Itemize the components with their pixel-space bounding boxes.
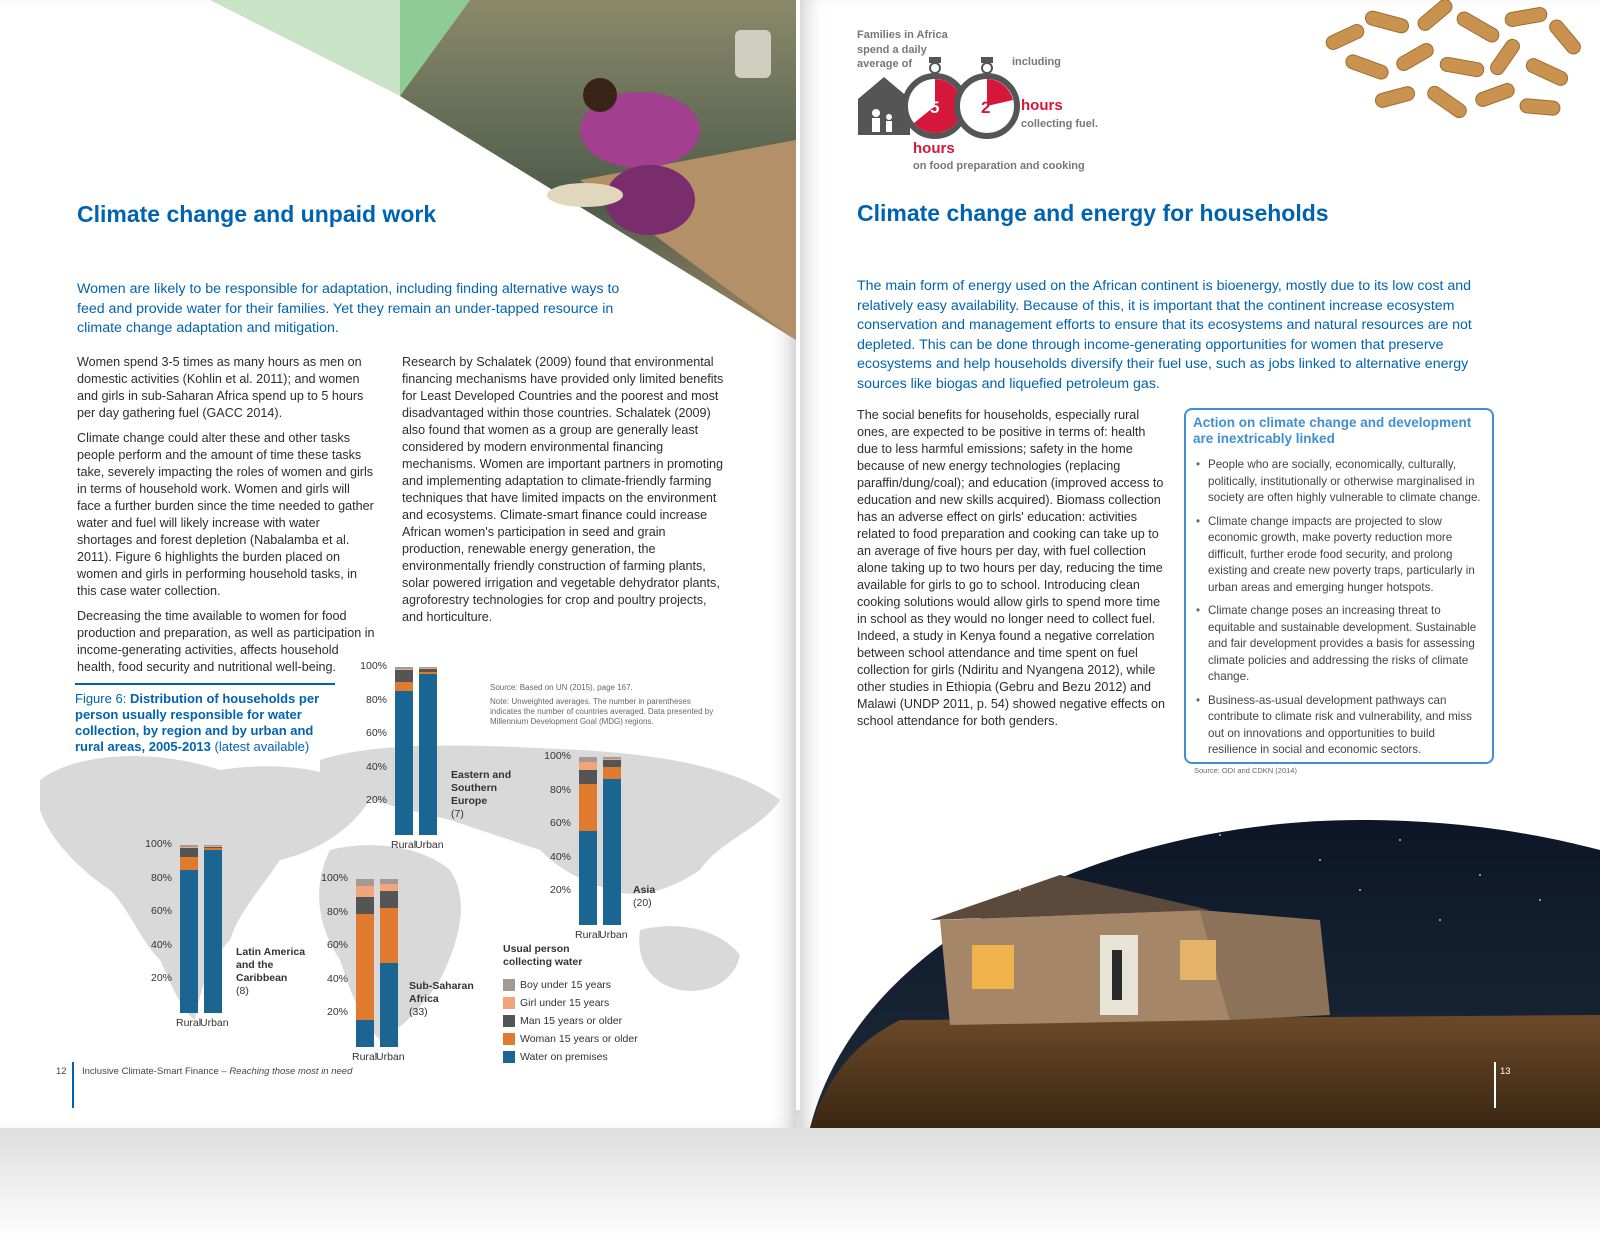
- lit-window: [1180, 940, 1216, 980]
- bar-segment: [603, 757, 621, 759]
- bar-segment: [204, 846, 222, 847]
- region-count: (7): [451, 808, 464, 820]
- bar-segment: [204, 847, 222, 849]
- page-number-left: 12: [56, 1066, 67, 1077]
- y-tick-label: 100%: [321, 872, 348, 884]
- legend-swatch: [503, 979, 515, 991]
- bar-segment: [395, 670, 413, 682]
- paragraph: Research by Schalatek (2009) found that environmental financing mechanisms have provided only limited benefits for Least Developed Countries and the poorest and most disadvantaged within those countries. Schalatek (2009) also found that women as a group are generally least considered by modern environmental financing mechanisms. Women are important partners in promoting and implementing adaptation to climate-friendly farming techniques that have limited impacts on the environment and ecosystems. Climate-smart finance could increase African women's participation in seed and grain production, renewable energy generation, the environmentally friendly construction of farming plants, solar powered irrigation and vegetable dehydrator plants, agroforestry technologies for crop and poultry projects, and horticulture.: [402, 355, 724, 624]
- right-page: [800, 0, 1600, 1128]
- info-box-list: [1186, 447, 1492, 759]
- footer-text: [82, 1066, 352, 1077]
- y-tick-label: 100%: [360, 660, 387, 672]
- region-count: (8): [236, 985, 249, 997]
- y-tick-label: 60%: [326, 939, 348, 952]
- bar-segment: [380, 908, 398, 963]
- urban-bar: [204, 845, 222, 1013]
- info-number-2: 2: [981, 98, 991, 117]
- y-tick-label: 80%: [150, 871, 172, 884]
- bar-segment: [395, 669, 413, 671]
- bar-segment: [419, 667, 437, 668]
- bar-segment: [603, 779, 621, 925]
- bar-segment: [356, 897, 374, 914]
- y-tick-label: 100%: [544, 750, 571, 762]
- legend-item-girl: [503, 997, 609, 1011]
- legend-swatch: [503, 997, 515, 1009]
- urban-bar: [603, 757, 621, 925]
- bar-segment: [356, 886, 374, 898]
- bar-segment: [579, 762, 597, 770]
- bar-segment: [395, 682, 413, 690]
- paragraph: Climate change could alter these and other tasks people perform and the amount of time these tasks take, severely impacting the roles of women and girls in terms of household work. Women and girls will face a further burden since the time needed to gather water and fuel will likely increase with water shortages and forest depletion (Nabalamba et al. 2011). Figure 6 highlights the burden placed on women and girls in performing household tasks, in this case water collection.: [77, 431, 374, 598]
- urban-bar: [380, 879, 398, 1047]
- bar-segment: [579, 831, 597, 925]
- x-axis-label: Rural: [352, 1051, 378, 1063]
- region-label: [451, 769, 521, 821]
- legend-item-man: [503, 1015, 622, 1029]
- figure-note: Note: Unweighted averages. The number in parentheses indicates the number of countries averaged. Data presented by Millennium Development Goal (MDG) regions.: [490, 697, 714, 726]
- page-number-right: 13: [1500, 1066, 1511, 1077]
- bar-segment: [395, 691, 413, 835]
- y-tick-label: 40%: [549, 850, 571, 863]
- x-axis-label: Rural: [575, 929, 601, 941]
- region-name: Sub-Saharan Africa: [409, 980, 474, 1005]
- x-axis-label: Rural: [176, 1017, 202, 1029]
- legend-item-boy: [503, 979, 611, 993]
- info-box: [1184, 408, 1494, 775]
- x-axis-label: Urban: [415, 839, 444, 851]
- region-count: (33): [409, 1006, 428, 1018]
- bar-segment: [356, 914, 374, 1020]
- region-count: (20): [633, 897, 652, 909]
- region-name: Latin America and the Caribbean: [236, 946, 306, 984]
- right-page-title: Climate change and energy for households: [857, 200, 1329, 226]
- bar-segment: [204, 845, 222, 846]
- region-label: [409, 980, 479, 1019]
- bar-segment: [380, 963, 398, 1047]
- y-tick-label: 40%: [150, 938, 172, 951]
- y-tick-label: 80%: [549, 783, 571, 796]
- y-tick-label: 20%: [150, 972, 172, 985]
- paragraph: The social benefits for households, especially rural ones, are expected to be positive in terms of: health due to less harmful emissions; safety in the home because of new energy technologies (replacing paraffin/dung/coal); and education (improved access to education and new skills acquired). Biomass collection has an adverse effect on girls' education: activities related to food preparation and cooking can take up to an average of five hours per day, with fuel collection alone taking up to two hours per day, reducing the time available for girls to go to school. Introducing clean cooking solutions would allow girls to spend more time in school as they would no longer need to collect fuel. Indeed, a study in Kenya found a negative correlation between school attendance and time spent on fuel collection for girls (Ndiritu and Nyangena 2012), while other studies in Ethiopia (Gebru and Bezu 2012) and Malawi (UNDP 2011, p. 54) showed negative effects on school attendance for both genders.: [857, 408, 1166, 728]
- info-hours-fuel: hours: [1021, 97, 1063, 114]
- bar-segment: [180, 857, 198, 870]
- rural-bar: [579, 757, 597, 925]
- y-tick-label: 60%: [150, 905, 172, 918]
- bar-segment: [603, 767, 621, 779]
- timer-icons: [856, 55, 1026, 140]
- bar-segment: [380, 891, 398, 908]
- y-tick-label: 80%: [326, 905, 348, 918]
- y-tick-label: 40%: [326, 972, 348, 985]
- bar-segment: [419, 672, 437, 674]
- info-food-preparation: on food preparation and cooking: [913, 160, 1085, 172]
- info-text: Families in Africa: [857, 29, 948, 41]
- info-collecting-fuel: collecting fuel.: [1021, 118, 1099, 130]
- x-axis-label: Urban: [200, 1017, 229, 1029]
- bar-segment: [380, 884, 398, 891]
- bar-segment: [180, 848, 198, 856]
- bar-segment: [603, 759, 621, 761]
- y-tick-label: 80%: [365, 693, 387, 706]
- bar-segment: [419, 674, 437, 835]
- wood-pellets-image: [1305, 0, 1600, 125]
- legend-label: Water on premises: [520, 1051, 608, 1063]
- legend-title: Usual person collecting water: [503, 943, 583, 968]
- footer-rule-right: [1494, 1062, 1496, 1108]
- info-box-item: • Business-as-usual development pathways can contribute to climate risk and vulnerability, and miss out on innovations and opportunities to build resilience in social and economic sectors.: [1194, 693, 1484, 759]
- info-box-item: • Climate change poses an increasing threat to equitable and sustainable development. Sustainable and fair development provides a basis for assessing climate policies and addressing the risks of climate change.: [1194, 603, 1484, 686]
- footer-rule: [72, 1062, 74, 1108]
- legend-label: Boy under 15 years: [520, 979, 612, 991]
- rural-bar: [180, 845, 198, 1013]
- bar-segment: [419, 668, 437, 669]
- bar-segment: [579, 784, 597, 831]
- info-hours-food: hours: [913, 140, 955, 157]
- bar-segment: [180, 847, 198, 849]
- x-axis-label: Urban: [376, 1051, 405, 1063]
- bar-segment: [204, 848, 222, 850]
- rural-bar: [356, 879, 374, 1047]
- paragraph: Decreasing the time available to women for food production and preparation, as well as participation in income-generating activities, affects household health, food security and nutritional well-being.: [77, 609, 375, 674]
- water-collection-chart: [0, 0, 796, 1128]
- bar-segment: [180, 870, 198, 1013]
- region-name: Asia: [633, 884, 656, 896]
- region-name: Eastern and Southern Europe: [451, 769, 512, 807]
- bar-segment: [380, 879, 398, 884]
- y-tick-label: 100%: [145, 838, 172, 850]
- urban-bar: [419, 667, 437, 835]
- spread-shadow: [0, 1110, 1600, 1242]
- footer-title: Inclusive Climate-Smart Finance –: [82, 1066, 227, 1077]
- bar-segment: [356, 879, 374, 886]
- rural-bar: [395, 667, 413, 835]
- y-tick-label: 40%: [365, 760, 387, 773]
- left-page: [0, 0, 796, 1128]
- figure-title: Distribution of households per person usually responsible for water collection, by region and by urban and rural areas, 2005-2013: [75, 691, 320, 754]
- info-including: including: [1012, 56, 1061, 68]
- y-tick-label: 20%: [365, 794, 387, 807]
- info-number-5: 5: [930, 98, 940, 117]
- lit-window: [972, 945, 1014, 989]
- right-lead-paragraph: The main form of energy used on the African continent is bioenergy, mostly due to its low cost and relatively easy availability. Because of this, it is important that the continent increase ecosystem conservation and management efforts to ensure that its ecosystems and natural resources are not depleted. This can be done through income-generating opportunities for women that preserve ecosystems and help households diversify their fuel use, such as jobs linked to alternative energy sources like biogas and liquefied petroleum gas.: [857, 278, 1472, 392]
- info-box-source: Source: ODI and CDKN (2014): [1194, 765, 1297, 775]
- region-label: [633, 884, 703, 910]
- legend-label: Man 15 years or older: [520, 1015, 623, 1027]
- bar-segment: [395, 667, 413, 669]
- right-body-column: [857, 407, 1167, 738]
- region-label: [236, 946, 306, 998]
- person-silhouette: [1112, 950, 1122, 1000]
- bar-segment: [204, 850, 222, 1013]
- info-box-item: • Climate change impacts are projected to slow economic growth, make poverty reduction more difficult, further erode food security, and prolong existing and create new poverty traps, particularly in urban areas and emerging hunger hotspots.: [1194, 514, 1484, 597]
- figure-prefix: Figure 6:: [75, 691, 127, 706]
- figure-suffix: (latest available): [214, 739, 310, 754]
- legend-label: Girl under 15 years: [520, 997, 610, 1009]
- x-axis-label: Rural: [391, 839, 417, 851]
- bar-segment: [356, 1020, 374, 1047]
- night-house-photo: [800, 780, 1600, 1128]
- info-box-title: Action on climate change and development are inextricably linked: [1193, 415, 1472, 446]
- y-tick-label: 60%: [365, 727, 387, 740]
- legend-swatch: [503, 1015, 515, 1027]
- y-tick-label: 20%: [549, 884, 571, 897]
- bar-segment: [603, 760, 621, 767]
- bar-segment: [419, 669, 437, 672]
- y-tick-label: 60%: [549, 817, 571, 830]
- info-text: spend a daily: [857, 43, 927, 56]
- chart-legend: [503, 943, 653, 1083]
- y-tick-label: 20%: [326, 1006, 348, 1019]
- info-text: average of: [857, 58, 913, 70]
- bar-segment: [579, 757, 597, 762]
- bar-segment: [579, 770, 597, 783]
- left-page-title: Climate change and unpaid work: [77, 201, 437, 227]
- legend-swatch: [503, 1033, 515, 1045]
- left-lead-paragraph: Women are likely to be responsible for adaptation, including finding alternative ways to feed and provide water for their families. Yet they remain an under-tapped resource in climate change adaptation and mitigation.: [77, 281, 620, 336]
- info-box-item: • People who are socially, economically, culturally, politically, institutionally or otherwise marginalised in society are often highly vulnerable to climate change.: [1194, 457, 1484, 507]
- legend-item-woman: [503, 1033, 638, 1047]
- paragraph: Women spend 3-5 times as many hours as men on domestic activities (Kohlin et al. 2011); and women and girls in sub-Saharan Africa spend up to 5 hours per day gathering fuel (GACC 2014).: [77, 355, 364, 420]
- legend-item-premises: [503, 1051, 608, 1065]
- figure-source: Source: Based on UN (2015), page 167.: [490, 683, 633, 692]
- legend-swatch: [503, 1051, 515, 1063]
- legend-label: Woman 15 years or older: [520, 1033, 638, 1045]
- x-axis-label: Urban: [599, 929, 628, 941]
- bar-segment: [180, 845, 198, 847]
- stopwatch-2-hours-icon: [957, 57, 1017, 136]
- footer-subtitle: Reaching those most in need: [229, 1066, 353, 1077]
